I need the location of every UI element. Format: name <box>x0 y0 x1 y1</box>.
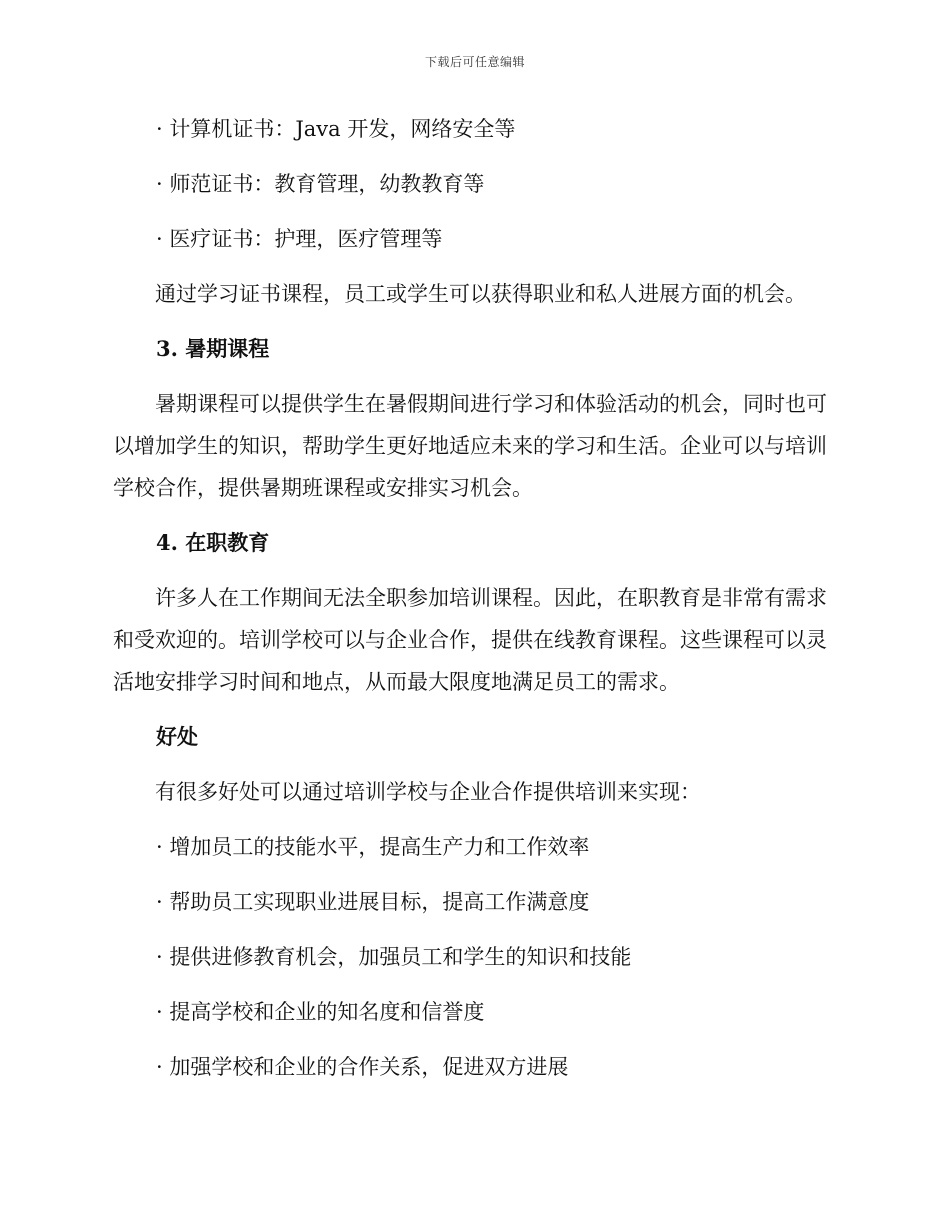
section-heading-summer: 3. 暑期课程 <box>156 336 270 361</box>
certs-summary-paragraph: 通过学习证书课程，员工或学生可以获得职业和私人进展方面的机会。 <box>155 282 806 306</box>
list-item-benefit-1: · 增加员工的技能水平，提高生产力和工作效率 <box>156 835 590 859</box>
summer-paragraph: 暑期课程可以提供学生在暑假期间进行学习和体验活动的机会，同时也可以增加学生的知识，帮助学生更好地适应未来的学习和生活。企业可以与培训学校合作，提供暑期班课程或安排实习机会。 <box>113 392 827 500</box>
list-item-cert-teacher: · 师范证书：教育管理，幼教教育等 <box>156 172 485 196</box>
list-item-cert-medical: · 医疗证书：护理，医疗管理等 <box>156 227 443 251</box>
list-item-benefit-2: · 帮助员工实现职业进展目标，提高工作满意度 <box>156 890 590 914</box>
list-item-cert-computer: · 计算机证书：Java 开发，网络安全等 <box>156 117 516 141</box>
page-header: 下载后可任意编辑 <box>424 55 525 69</box>
list-item-benefit-3: · 提供进修教育机会，加强员工和学生的知识和技能 <box>156 945 632 969</box>
onjob-paragraph: 许多人在工作期间无法全职参加培训课程。因此，在职教育是非常有需求和受欢迎的。培训学校可以与企业合作，提供在线教育课程。这些课程可以灵活地安排学习时间和地点，从而最大限度地满足员工的需求。 <box>113 586 827 694</box>
section-heading-onjob: 4. 在职教育 <box>156 530 270 555</box>
section-heading-benefits: 好处 <box>156 724 198 749</box>
benefits-intro-paragraph: 有很多好处可以通过培训学校与企业合作提供培训来实现： <box>155 780 701 804</box>
list-item-benefit-5: · 加强学校和企业的合作关系，促进双方进展 <box>156 1055 569 1079</box>
list-item-benefit-4: · 提高学校和企业的知名度和信誉度 <box>156 1000 485 1024</box>
document-body <box>113 108 833 1101</box>
